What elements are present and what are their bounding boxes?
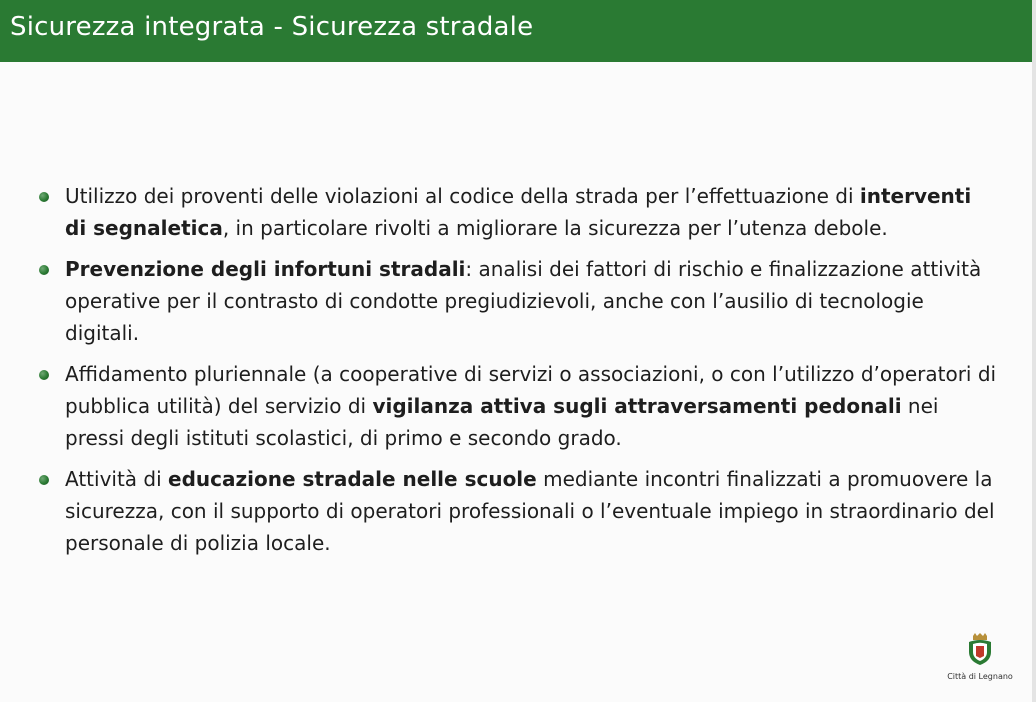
bullet-text-part: nei pressi degli istituti scolastici, di primo e secondo grado. — [65, 394, 939, 450]
city-crest-icon — [964, 632, 996, 666]
bullet-dot-icon — [39, 192, 49, 202]
bullet-item — [38, 253, 998, 349]
bullet-item — [38, 180, 998, 244]
bullet-dot-icon — [39, 265, 49, 275]
bullet-text-bold: interventi di segnaletica — [65, 184, 972, 240]
bullet-item — [38, 463, 998, 559]
city-logo — [942, 632, 1018, 686]
bullet-text-part: , in particolare rivolti a migliorare la sicurezza per l’utenza debole. — [222, 216, 888, 240]
bullet-item — [38, 358, 998, 454]
bullet-text-bold: vigilanza attiva sugli attraversamenti pedonali — [372, 394, 902, 418]
bullet-text-bold: educazione stradale nelle scuole — [168, 467, 537, 491]
city-logo-label: Città di Legnano — [947, 672, 1013, 681]
bullet-dot-icon — [39, 475, 49, 485]
right-edge-strip — [1032, 0, 1036, 702]
bullet-text-bold: Prevenzione degli infortuni stradali — [65, 257, 466, 281]
slide-title: Sicurezza integrata - Sicurezza stradale — [10, 12, 534, 42]
bullet-text-part: Utilizzo dei proventi delle violazioni al codice della strada per l’effettuazione di — [65, 184, 860, 208]
bullet-text-part: Attività di — [65, 467, 169, 491]
bullet-text-part: Affidamento pluriennale (a cooperative di servizi o associazioni, o con l’utilizzo d’operatori di pubblica utilità) del servizio di — [65, 362, 997, 418]
title-bar — [0, 0, 1032, 62]
bullet-text-part: mediante incontri finalizzati a promuovere la sicurezza, con il supporto di operatori professionali o l’eventuale impiego in straordinario del personale di polizia locale. — [65, 467, 995, 555]
bullet-text-part: : analisi dei fattori di rischio e finalizzazione attività operative per il contrasto di condotte pregiudizievoli, anche con l’ausilio di tecnologie digitali. — [65, 257, 982, 345]
bullet-dot-icon — [39, 370, 49, 380]
bullet-list — [38, 180, 998, 568]
